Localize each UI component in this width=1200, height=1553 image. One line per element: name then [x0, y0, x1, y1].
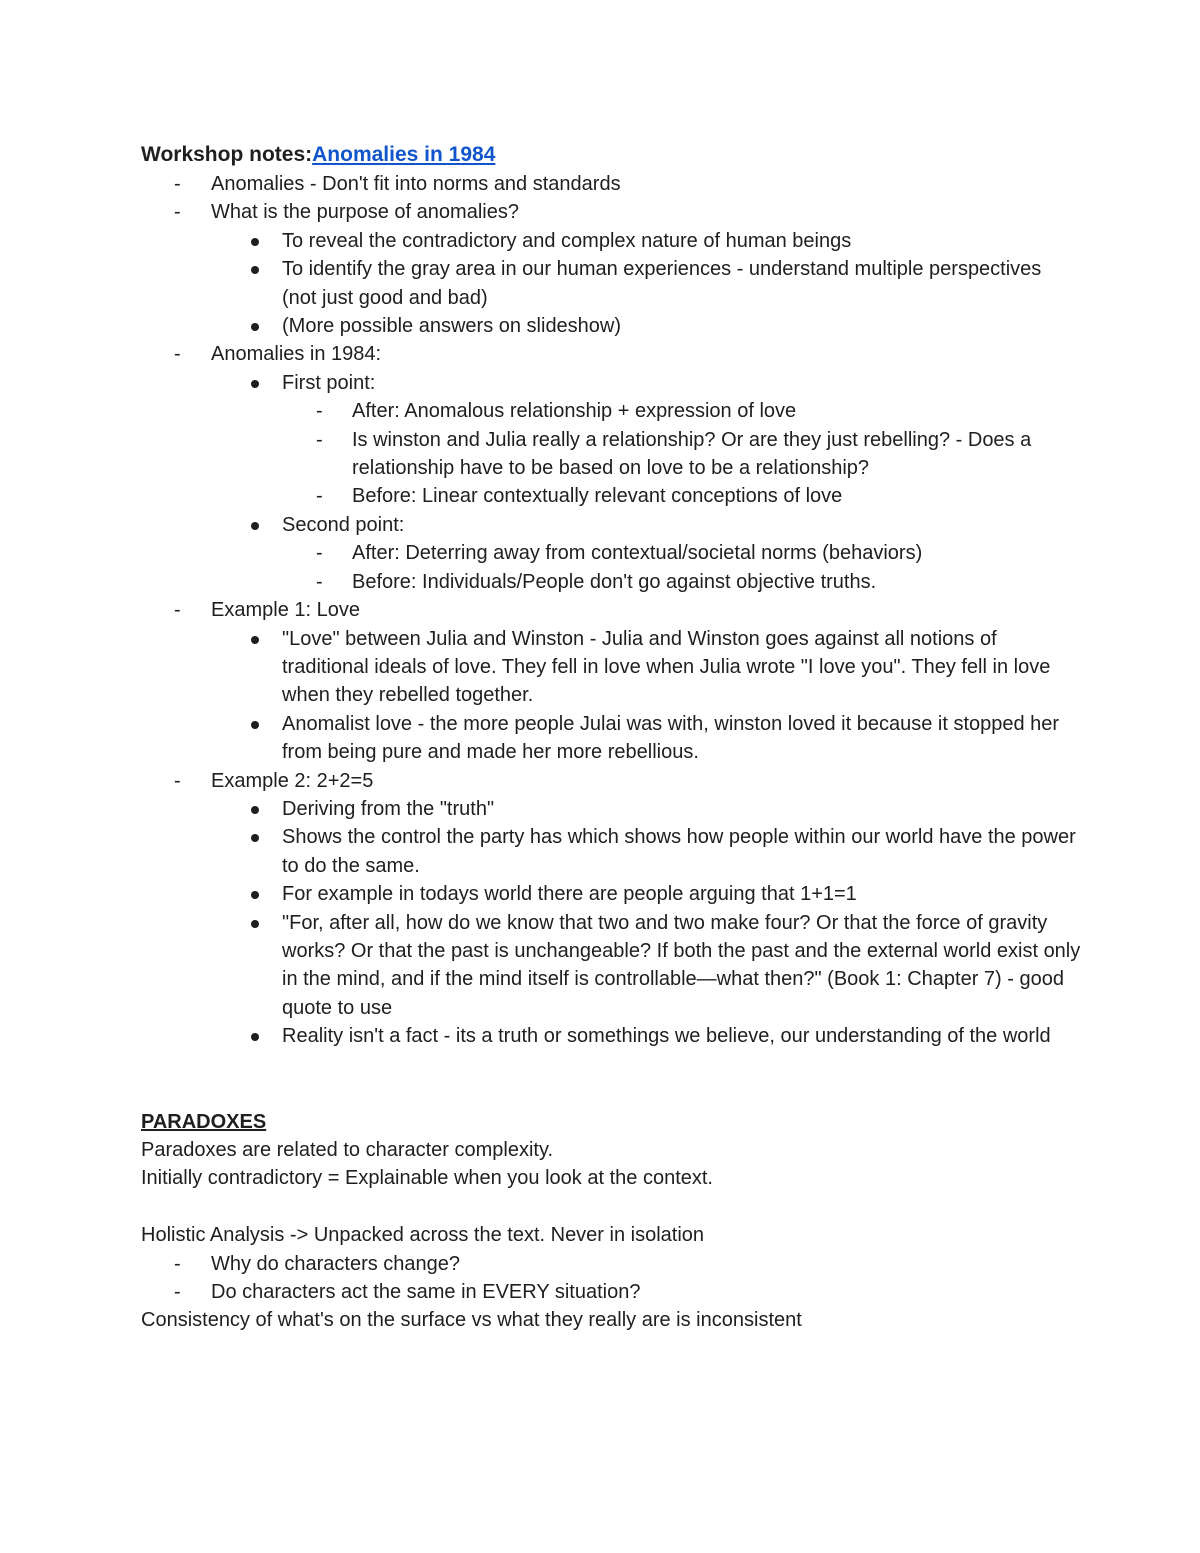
item-text: Do characters act the same in EVERY situation? — [211, 1281, 641, 1304]
paragraph: Paradoxes are related to character complexity. — [141, 1139, 554, 1161]
item-text: "For, after all, how do we know that two and two make four? Or that the force of gravity works? Or that the past is unchangeable? If both the past and the external world exist only in the mind, and if the mind itself is controllable—what then?" (Book 1: Chapter 7) - good quote to use — [282, 911, 1081, 1019]
dash-marker: - — [174, 769, 181, 792]
list-item — [141, 568, 1081, 596]
item-text: For example in todays world there are people arguing that 1+1=1 — [282, 883, 857, 906]
item-text: Anomalies - Don't fit into norms and standards — [211, 173, 621, 195]
dash-marker: - — [316, 485, 323, 508]
bullet-icon — [251, 266, 259, 274]
document-page — [141, 140, 1081, 1335]
bullet-icon — [251, 323, 259, 331]
list-item — [141, 767, 1081, 795]
paragraph: Holistic Analysis -> Unpacked across the text. Never in isolation — [141, 1224, 705, 1247]
dash-marker: - — [316, 428, 323, 451]
title-link[interactable]: Anomalies in 1984 — [312, 143, 496, 166]
dash-marker: - — [174, 599, 181, 622]
paragraph: Initially contradictory = Explainable when you look at the context. — [141, 1167, 713, 1190]
paradoxes-heading: PARADOXES — [141, 1110, 267, 1133]
item-text: Anomalies in 1984: — [211, 343, 382, 366]
paragraph: Consistency of what's on the surface vs what they really are is inconsistent — [141, 1309, 802, 1332]
bullet-icon — [251, 238, 259, 246]
bullet-icon — [251, 1033, 259, 1041]
list-item — [141, 1022, 1081, 1050]
item-text: Reality isn't a fact - its a truth or somethings we believe, our understanding of the world — [282, 1025, 1051, 1048]
list-item — [141, 710, 1081, 767]
item-text: To reveal the contradictory and complex nature of human beings — [282, 229, 852, 252]
list-item — [141, 625, 1081, 710]
list-item — [141, 369, 1081, 397]
bullet-icon — [251, 522, 259, 530]
list-item — [141, 880, 1081, 908]
list-item — [141, 511, 1081, 539]
dash-marker: - — [174, 343, 181, 366]
title-line — [141, 140, 1081, 170]
item-text: Why do characters change? — [211, 1252, 461, 1275]
item-text: (More possible answers on slideshow) — [282, 315, 622, 338]
item-text: After: Anomalous relationship + expression of love — [352, 400, 797, 423]
list-item — [141, 823, 1081, 880]
list-item — [141, 909, 1081, 1023]
list-item — [141, 227, 1081, 255]
bullet-icon — [251, 891, 259, 899]
list-item — [141, 255, 1081, 312]
paradox-list — [141, 1250, 1081, 1307]
item-text: After: Deterring away from contextual/societal norms (behaviors) — [352, 542, 923, 565]
item-text: What is the purpose of anomalies? — [211, 201, 519, 224]
item-text: Example 2: 2+2=5 — [211, 769, 374, 792]
list-item — [141, 1250, 1081, 1278]
title-prefix: Workshop notes: — [141, 143, 313, 166]
item-text: Deriving from the "truth" — [282, 797, 495, 820]
dash-marker: - — [316, 570, 323, 593]
list-item — [141, 482, 1081, 510]
list-item — [141, 170, 1081, 198]
bullet-icon — [251, 380, 259, 388]
item-text: Before: Linear contextually relevant conceptions of love — [352, 485, 843, 508]
item-text: First point: — [282, 371, 376, 394]
dash-marker: - — [316, 542, 323, 565]
bullet-icon — [251, 806, 259, 814]
list-item — [141, 596, 1081, 624]
item-text: Second point: — [282, 513, 405, 536]
item-text: Is winston and Julia really a relationship? Or are they just rebelling? - Does a relationship have to be based on love to be a relationship? — [352, 428, 1032, 480]
list-item — [141, 340, 1081, 368]
item-text: Shows the control the party has which shows how people within our world have the power to do the same. — [282, 826, 1076, 877]
list-item — [141, 426, 1081, 483]
dash-marker: - — [174, 173, 181, 195]
dash-marker: - — [316, 400, 323, 423]
list-item — [141, 397, 1081, 425]
bullet-icon — [251, 636, 259, 644]
bullet-icon — [251, 920, 259, 928]
item-text: Before: Individuals/People don't go against objective truths. — [352, 570, 877, 593]
dash-marker: - — [174, 1252, 181, 1275]
item-text: "Love" between Julia and Winston - Julia and Winston goes against all notions of traditional ideals of love. They fell in love when Julia wrote "I love you". They fell in love when they rebelled together. — [282, 627, 1051, 707]
bullet-icon — [251, 834, 259, 842]
item-text: Example 1: Love — [211, 599, 360, 622]
list-item — [141, 795, 1081, 823]
paragraph-gap — [141, 1193, 1081, 1221]
item-text: To identify the gray area in our human experiences - understand multiple perspectives (not just good and bad) — [282, 258, 1042, 309]
item-text: Anomalist love - the more people Julai was with, winston loved it because it stopped her from being pure and made her more rebellious. — [282, 712, 1060, 764]
list-item — [141, 312, 1081, 340]
dash-marker: - — [174, 1281, 181, 1304]
list-item — [141, 1278, 1081, 1306]
section-gap — [141, 1051, 1081, 1108]
list-item — [141, 539, 1081, 567]
dash-marker: - — [174, 201, 181, 224]
bullet-icon — [251, 721, 259, 729]
outline-list — [141, 170, 1081, 1051]
list-item — [141, 198, 1081, 226]
